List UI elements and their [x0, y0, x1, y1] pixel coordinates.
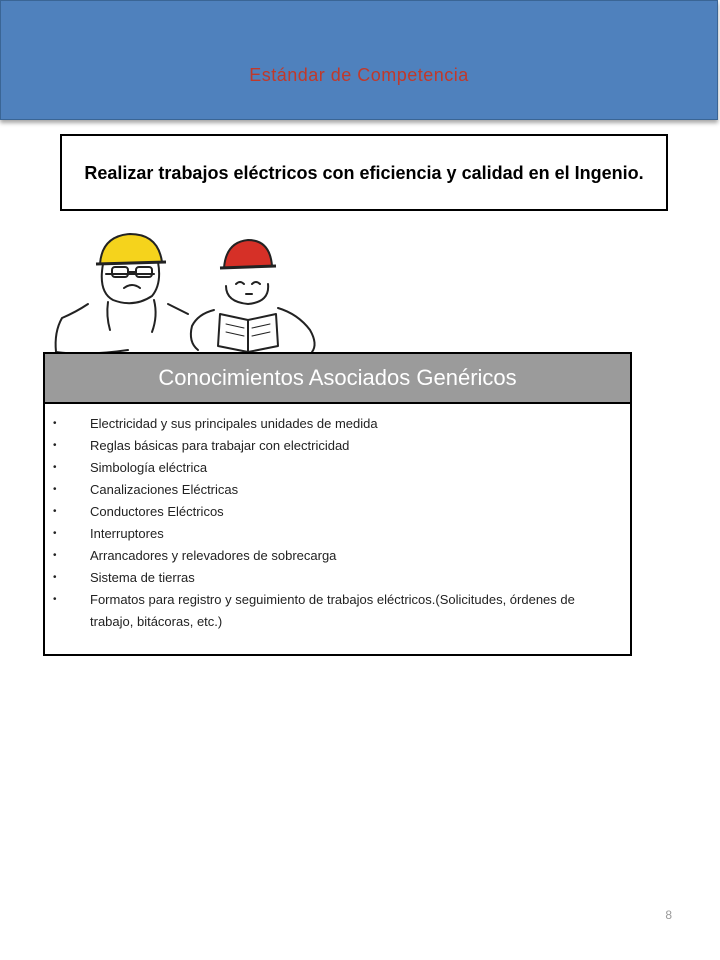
- knowledge-panel-header: [45, 354, 630, 404]
- list-item: • Reglas básicas para trabajar con electricidad: [75, 435, 620, 457]
- bullet-icon: •: [53, 506, 57, 517]
- list-item: • Sistema de tierras: [75, 567, 620, 589]
- list-item: • Simbología eléctrica: [75, 457, 620, 479]
- list-item: • Canalizaciones Eléctricas: [75, 479, 620, 501]
- page-number: 8: [665, 908, 672, 922]
- workers-with-hard-hats-icon: [48, 222, 348, 362]
- list-item: • Interruptores: [75, 523, 620, 545]
- bullet-icon: •: [53, 594, 57, 605]
- bullet-icon: •: [53, 550, 57, 561]
- header-bar: [0, 0, 718, 120]
- bullet-icon: •: [53, 418, 57, 429]
- list-item: • Arrancadores y relevadores de sobrecarga: [75, 545, 620, 567]
- bullet-icon: •: [53, 440, 57, 451]
- knowledge-panel-title: Conocimientos Asociados Genéricos: [158, 365, 517, 390]
- bullet-icon: •: [53, 572, 57, 583]
- bullet-icon: •: [53, 528, 57, 539]
- knowledge-panel: [43, 352, 632, 656]
- knowledge-list: [45, 404, 630, 633]
- objective-text: Realizar trabajos eléctricos con eficiencia y calidad en el Ingenio.: [84, 162, 644, 183]
- bullet-icon: •: [53, 484, 57, 495]
- list-item: • Formatos para registro y seguimiento de trabajos eléctricos.(Solicitudes, órdenes de trabajo, bitácoras, etc.): [75, 589, 620, 633]
- objective-box: [60, 134, 668, 211]
- list-item: • Conductores Eléctricos: [75, 501, 620, 523]
- header-title: Estándar de Competencia: [249, 65, 469, 85]
- list-item: • Electricidad y sus principales unidades de medida: [75, 413, 620, 435]
- bullet-icon: •: [53, 462, 57, 473]
